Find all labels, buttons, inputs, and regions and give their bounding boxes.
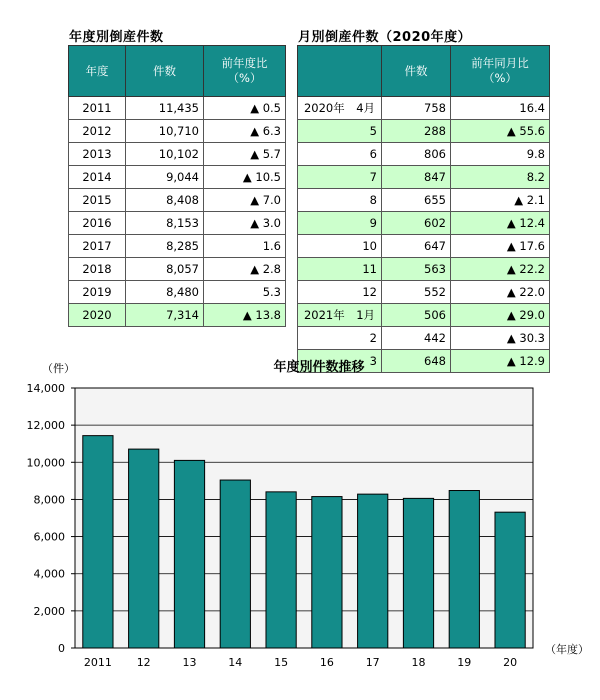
annual-yoy-cell: ▲ 0.5 — [204, 97, 286, 120]
monthly-yoy-cell: ▲ 17.6 — [451, 235, 550, 258]
monthly-count-cell: 563 — [382, 258, 451, 281]
bar — [266, 492, 296, 648]
x-axis-label: （年度） — [545, 643, 589, 656]
monthly-yoy-cell: ▲ 22.2 — [451, 258, 550, 281]
annual-header-yoy-line1: 前年度比 — [221, 56, 268, 70]
x-tick-label: 12 — [136, 656, 151, 669]
monthly-count-cell: 847 — [382, 166, 451, 189]
x-tick-label: 18 — [411, 656, 426, 669]
bar — [403, 498, 433, 648]
monthly-month-cell: 2 — [298, 327, 382, 350]
annual-count-cell: 10,102 — [126, 143, 204, 166]
monthly-header-yoy-line2: （%） — [483, 71, 517, 85]
annual-header-yoy-line2: （%） — [227, 71, 262, 85]
monthly-count-cell: 806 — [382, 143, 451, 166]
bar — [174, 460, 204, 648]
bar — [83, 436, 113, 648]
annual-year-cell: 2016 — [69, 212, 126, 235]
monthly-yoy-cell: ▲ 22.0 — [451, 281, 550, 304]
y-tick-label: 6,000 — [33, 530, 65, 544]
annual-yoy-cell: ▲ 7.0 — [204, 189, 286, 212]
chart-title: 年度別件数推移 — [273, 360, 365, 375]
monthly-count-cell: 288 — [382, 120, 451, 143]
y-tick-label: 10,000 — [26, 456, 65, 470]
annual-table-title: 年度別倒産件数 — [69, 30, 164, 45]
annual-year-cell: 2012 — [69, 120, 126, 143]
y-tick-label: 4,000 — [33, 567, 65, 581]
monthly-month-cell: 6 — [298, 143, 382, 166]
annual-yoy-cell: ▲ 13.8 — [204, 304, 286, 327]
y-tick-label: 8,000 — [33, 493, 65, 507]
monthly-header-count: 件数 — [382, 46, 451, 97]
monthly-month-cell: 8 — [298, 189, 382, 212]
x-tick-label: 20 — [503, 656, 518, 669]
bar — [449, 491, 479, 648]
x-tick-label: 13 — [182, 656, 197, 669]
annual-count-cell: 8,153 — [126, 212, 204, 235]
y-axis-label: （件） — [42, 362, 75, 375]
bar — [358, 494, 388, 648]
y-tick-label: 12,000 — [26, 419, 65, 433]
bar — [129, 449, 159, 648]
monthly-yoy-cell: ▲ 29.0 — [451, 304, 550, 327]
annual-header-year: 年度 — [69, 46, 126, 97]
annual-count-cell: 10,710 — [126, 120, 204, 143]
annual-count-cell: 8,285 — [126, 235, 204, 258]
monthly-month-cell: 2020年 4月 — [298, 97, 382, 120]
monthly-count-cell: 442 — [382, 327, 451, 350]
monthly-count-cell: 655 — [382, 189, 451, 212]
x-tick-label: 15 — [274, 656, 289, 669]
monthly-yoy-cell: ▲ 12.4 — [451, 212, 550, 235]
annual-year-cell: 2011 — [69, 97, 126, 120]
annual-yoy-cell: ▲ 2.8 — [204, 258, 286, 281]
monthly-count-cell: 506 — [382, 304, 451, 327]
annual-count-cell: 11,435 — [126, 97, 204, 120]
monthly-month-cell: 3 — [298, 350, 382, 373]
annual-yoy-cell: ▲ 5.7 — [204, 143, 286, 166]
annual-count-cell: 7,314 — [126, 304, 204, 327]
annual-yoy-cell: ▲ 3.0 — [204, 212, 286, 235]
annual-yoy-cell: ▲ 6.3 — [204, 120, 286, 143]
monthly-count-cell: 758 — [382, 97, 451, 120]
annual-count-cell: 8,408 — [126, 189, 204, 212]
monthly-count-cell: 647 — [382, 235, 451, 258]
annual-count-cell: 8,480 — [126, 281, 204, 304]
monthly-month-cell: 2021年 1月 — [298, 304, 382, 327]
monthly-month-cell: 9 — [298, 212, 382, 235]
monthly-yoy-cell: ▲ 55.6 — [451, 120, 550, 143]
monthly-yoy-cell: ▲ 12.9 — [451, 350, 550, 373]
bar — [220, 480, 250, 648]
monthly-header-yoy-line1: 前年同月比 — [471, 56, 529, 70]
x-tick-label: 14 — [228, 656, 243, 669]
monthly-count-cell: 602 — [382, 212, 451, 235]
annual-year-cell: 2015 — [69, 189, 126, 212]
monthly-month-cell: 11 — [298, 258, 382, 281]
monthly-month-cell: 10 — [298, 235, 382, 258]
monthly-month-cell: 7 — [298, 166, 382, 189]
annual-year-cell: 2013 — [69, 143, 126, 166]
monthly-yoy-cell: 16.4 — [451, 97, 550, 120]
annual-count-cell: 8,057 — [126, 258, 204, 281]
monthly-count-cell: 552 — [382, 281, 451, 304]
annual-year-cell: 2018 — [69, 258, 126, 281]
monthly-count-cell: 648 — [382, 350, 451, 373]
x-tick-label: 16 — [319, 656, 334, 669]
annual-year-cell: 2017 — [69, 235, 126, 258]
x-tick-label: 19 — [457, 656, 472, 669]
monthly-month-cell: 12 — [298, 281, 382, 304]
y-tick-label: 0 — [58, 642, 65, 655]
annual-year-cell: 2014 — [69, 166, 126, 189]
monthly-yoy-cell: ▲ 2.1 — [451, 189, 550, 212]
bar — [312, 497, 342, 648]
monthly-month-cell: 5 — [298, 120, 382, 143]
annual-year-cell: 2019 — [69, 281, 126, 304]
annual-yoy-cell: ▲ 10.5 — [204, 166, 286, 189]
y-tick-label: 2,000 — [33, 604, 65, 618]
annual-yoy-cell: 1.6 — [204, 235, 286, 258]
monthly-yoy-cell: 9.8 — [451, 143, 550, 166]
monthly-yoy-cell: 8.2 — [451, 166, 550, 189]
annual-count-cell: 9,044 — [126, 166, 204, 189]
bar — [495, 512, 525, 648]
x-tick-label: 17 — [365, 656, 380, 669]
monthly-yoy-cell: ▲ 30.3 — [451, 327, 550, 350]
y-tick-label: 14,000 — [26, 382, 65, 395]
annual-year-cell: 2020 — [69, 304, 126, 327]
monthly-table-title: 月別倒産件数（2020年度） — [298, 30, 472, 45]
x-tick-label: 2011 — [83, 656, 112, 669]
annual-header-count: 件数 — [126, 46, 204, 97]
annual-yoy-cell: 5.3 — [204, 281, 286, 304]
